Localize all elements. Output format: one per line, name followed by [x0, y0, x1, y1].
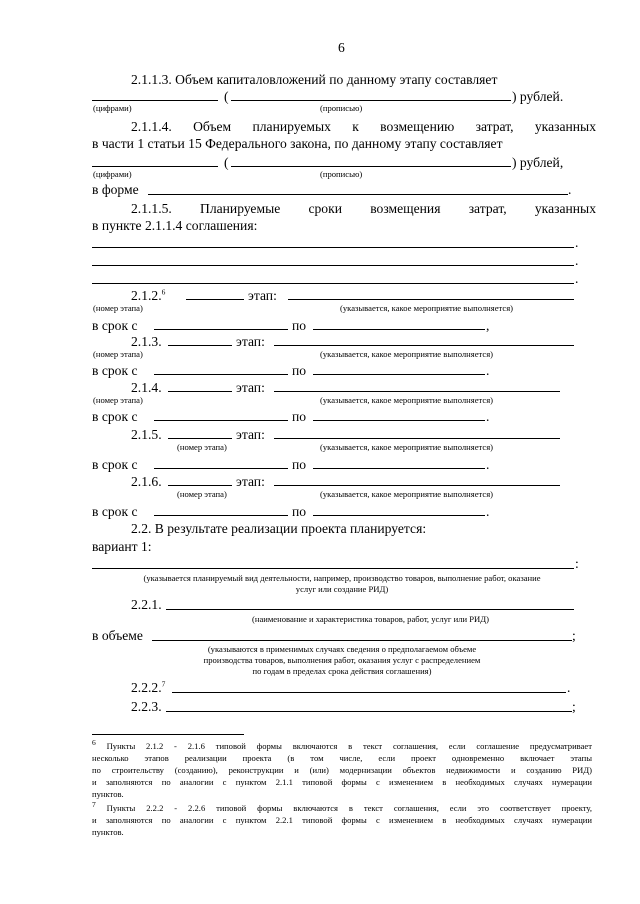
footnote-7-mark: 7	[92, 800, 96, 810]
item-2-1-2-number: 2.1.2.	[131, 288, 162, 303]
item-2-1-6: 2.1.6.	[131, 474, 162, 489]
footnote-6-line2: несколько этапов реализации проекта (в том числе, если проект одновременно включает этапы	[92, 753, 592, 763]
volume-hint-line1: (указываются в применимых случаях сведения о предполагаемом объеме	[207, 644, 477, 654]
event-field-214[interactable]	[274, 391, 560, 392]
footnote-6	[92, 738, 592, 753]
stage-number-field-215[interactable]	[168, 438, 232, 439]
date-to-field-213[interactable]	[313, 374, 485, 375]
term-to-213: по	[292, 363, 307, 378]
activity-hint-line1: (указывается планируемый вид деятельности, например, производство товаров, выполнение работ, оказание	[143, 573, 541, 583]
event-hint-213: (указывается, какое мероприятие выполняется)	[320, 349, 494, 359]
stage-number-field-216[interactable]	[168, 485, 232, 486]
date-to-field-212[interactable]	[313, 329, 485, 330]
stage-number-hint-213: (номер этапа)	[93, 349, 143, 359]
goods-hint: (наименование и характеристика товаров, работ, услуг или РИД)	[252, 614, 489, 624]
in-volume-label: в объеме	[92, 628, 143, 643]
item-2-2-3: 2.2.3.	[131, 699, 162, 714]
costs-words-field[interactable]	[231, 166, 511, 167]
costs-figures-field[interactable]	[92, 166, 218, 167]
event-hint-216: (указывается, какое мероприятие выполняется)	[320, 489, 494, 499]
stage-number-hint-212: (номер этапа)	[93, 303, 143, 313]
date-from-field-216[interactable]	[154, 515, 288, 516]
stage-number-hint-215: (номер этапа)	[177, 442, 227, 452]
footnote-6-line3: по строительству (созданию), реконструкции и (или) модернизации объектов недвижимости и созданию РИД)	[92, 765, 592, 775]
stage-label-213: этап:	[236, 334, 265, 349]
item-2-1-1-4-line1: 2.1.1.4. Объем планируемых к возмещению затрат, указанных	[131, 119, 596, 134]
period-mark: .	[486, 457, 490, 472]
figures-hint-2: (цифрами)	[93, 169, 132, 179]
footnote-6-line5: пунктов.	[92, 789, 124, 799]
period-mark: .	[568, 182, 572, 197]
item-2-1-1-4-line2: в части 1 статьи 15 Федерального закона, по данному этапу составляет	[92, 136, 503, 151]
event-field-215[interactable]	[274, 438, 560, 439]
volume-hint-line3: по годам в пределах срока действия соглашения)	[252, 666, 432, 676]
item-2-2: 2.2. В результате реализации проекта планируется:	[131, 521, 427, 536]
period-mark: .	[575, 253, 579, 268]
open-paren-2: (	[224, 155, 229, 170]
item-2-1-1-5-line1: 2.1.1.5. Планируемые сроки возмещения затрат, указанных	[131, 201, 596, 216]
item-2-2-2-field[interactable]	[172, 692, 566, 693]
terms-field-2[interactable]	[92, 265, 574, 266]
footnote-6-mark: 6	[92, 738, 96, 748]
amount-words-field[interactable]	[231, 100, 511, 101]
event-hint-214: (указывается, какое мероприятие выполняется)	[320, 395, 494, 405]
stage-label-212: этап:	[248, 288, 277, 303]
item-2-2-2	[131, 680, 165, 696]
date-to-field-215[interactable]	[313, 468, 485, 469]
date-from-field-215[interactable]	[154, 468, 288, 469]
in-form-label: в форме	[92, 182, 139, 197]
period-mark: ,	[486, 318, 490, 333]
words-hint: (прописью)	[320, 103, 363, 113]
words-hint-2: (прописью)	[320, 169, 363, 179]
date-from-field-212[interactable]	[154, 329, 288, 330]
term-from-213: в срок с	[92, 363, 138, 378]
period-mark: .	[486, 409, 490, 424]
term-from-216: в срок с	[92, 504, 138, 519]
footnote-6-text-1: Пункты 2.1.2 - 2.1.6 типовой формы включаются в текст соглашения, если соглашение предусматривает	[106, 741, 592, 751]
item-2-1-5: 2.1.5.	[131, 427, 162, 442]
period-mark: .	[575, 235, 579, 250]
stage-label-216: этап:	[236, 474, 265, 489]
activity-field[interactable]	[92, 568, 574, 569]
terms-field-3[interactable]	[92, 283, 574, 284]
footnote-7-line1	[92, 800, 592, 815]
variant-label: вариант 1:	[92, 539, 152, 554]
form-field[interactable]	[148, 194, 568, 195]
term-to-214: по	[292, 409, 307, 424]
volume-field[interactable]	[152, 640, 572, 641]
period-mark: ;	[572, 699, 576, 714]
term-to-215: по	[292, 457, 307, 472]
term-to-216: по	[292, 504, 307, 519]
volume-hint-line2: производства товаров, выполнения работ, оказания услуг с распределением	[203, 655, 481, 665]
stage-number-field-213[interactable]	[168, 345, 232, 346]
item-2-1-3: 2.1.3.	[131, 334, 162, 349]
stage-label-214: этап:	[236, 380, 265, 395]
item-2-1-4: 2.1.4.	[131, 380, 162, 395]
stage-number-field-214[interactable]	[168, 391, 232, 392]
period-mark: .	[567, 680, 571, 695]
date-to-field-216[interactable]	[313, 515, 485, 516]
term-to-212: по	[292, 318, 307, 333]
footnote-ref-6: 6	[161, 287, 166, 297]
period-mark: ;	[572, 628, 576, 643]
period-mark: .	[486, 363, 490, 378]
footnote-7-line3: пунктов.	[92, 827, 124, 837]
terms-field-1[interactable]	[92, 247, 574, 248]
figures-hint: (цифрами)	[93, 103, 132, 113]
event-field-212[interactable]	[288, 299, 574, 300]
item-2-1-1-5-line2: в пункте 2.1.1.4 соглашения:	[92, 218, 258, 233]
page-number: 6	[338, 40, 345, 55]
term-from-214: в срок с	[92, 409, 138, 424]
period-mark: .	[575, 271, 579, 286]
period-mark: :	[575, 556, 579, 571]
event-hint-212: (указывается, какое мероприятие выполняется)	[340, 303, 514, 313]
item-2-2-2-number: 2.2.2.	[131, 680, 162, 695]
item-2-2-1: 2.2.1.	[131, 597, 162, 612]
event-hint-215: (указывается, какое мероприятие выполняется)	[320, 442, 494, 452]
footnote-7-line2: и заполняются по аналогии с пунктом 2.2.1 типовой формы с изменением в необходимых случаях нумерации	[92, 815, 592, 825]
stage-number-hint-216: (номер этапа)	[177, 489, 227, 499]
stage-number-field-212[interactable]	[186, 299, 244, 300]
term-from-215: в срок с	[92, 457, 138, 472]
footnote-6-line4: и заполняются по аналогии с пунктом 2.1.1 типовой формы с изменением в необходимых случаях нумерации	[92, 777, 592, 787]
footnote-7-text-1: Пункты 2.2.2 - 2.2.6 типовой формы включаются в текст соглашения, если это соответствует проекту,	[106, 803, 592, 813]
event-field-213[interactable]	[274, 345, 574, 346]
date-from-field-213[interactable]	[154, 374, 288, 375]
goods-field[interactable]	[166, 609, 574, 610]
activity-hint-line2: услуг или создание РИД)	[295, 584, 389, 594]
period-mark: .	[486, 504, 490, 519]
stage-label-215: этап:	[236, 427, 265, 442]
rubles-label: ) рублей.	[512, 89, 564, 104]
rubles-comma-label: ) рублей,	[512, 155, 564, 170]
footnote-ref-7: 7	[161, 679, 166, 689]
footnote-separator	[92, 734, 244, 735]
item-2-1-2	[131, 288, 165, 304]
item-2-1-1-3: 2.1.1.3. Объем капиталовложений по данному этапу составляет	[131, 72, 498, 87]
event-field-216[interactable]	[274, 485, 560, 486]
date-to-field-214[interactable]	[313, 420, 485, 421]
open-paren: (	[224, 89, 229, 104]
date-from-field-214[interactable]	[154, 420, 288, 421]
item-2-2-3-field[interactable]	[166, 711, 572, 712]
footnote-6-line1	[92, 738, 592, 753]
term-from-212: в срок с	[92, 318, 138, 333]
amount-figures-field[interactable]	[92, 100, 218, 101]
stage-number-hint-214: (номер этапа)	[93, 395, 143, 405]
